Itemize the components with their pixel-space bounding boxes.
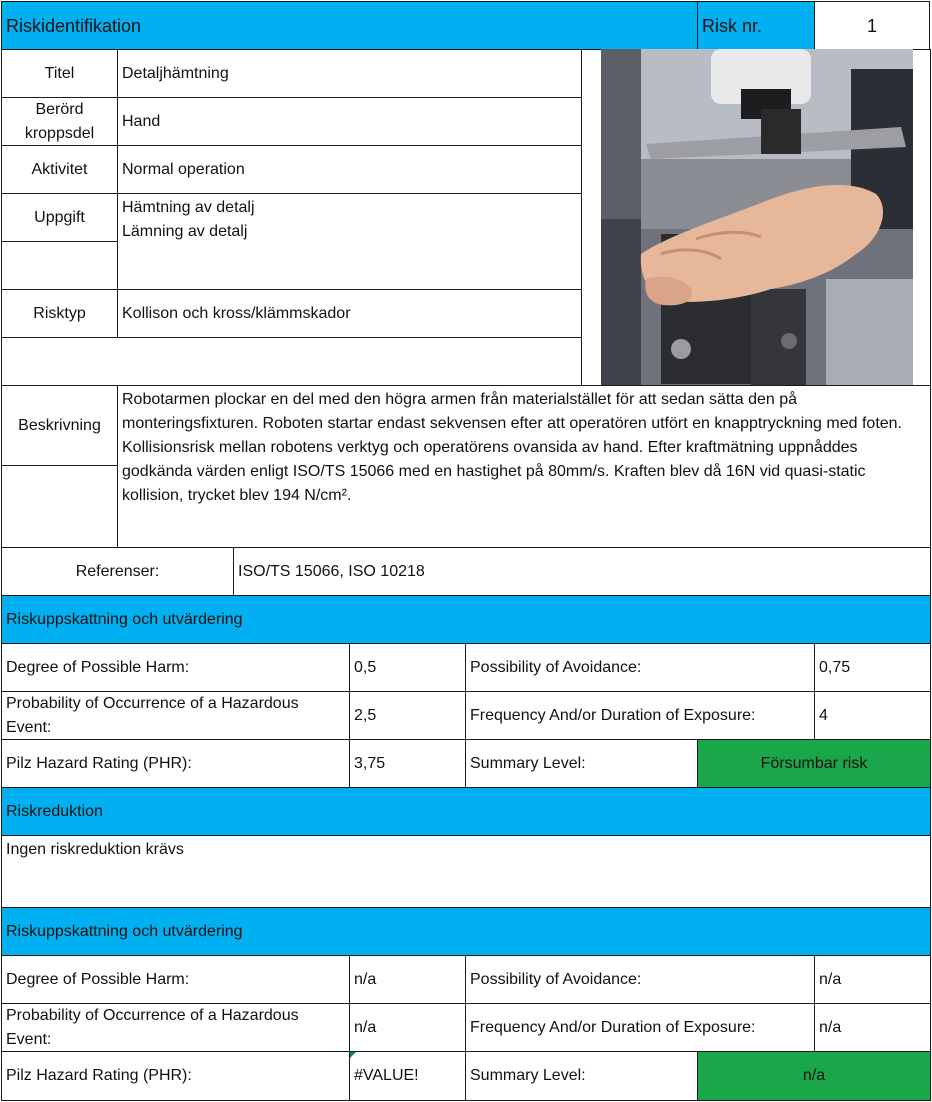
- aktivitet-value[interactable]: Normal operation: [117, 145, 582, 194]
- a1-fe-value[interactable]: 4: [814, 691, 931, 740]
- a1-fe-label: Frequency And/or Duration of Exposure:: [465, 691, 815, 740]
- a2-phr-label: Pilz Hazard Rating (PHR):: [1, 1051, 350, 1101]
- a1-po-value[interactable]: 2,5: [349, 691, 466, 740]
- kroppsdel-label: Berörd kroppsdel: [1, 97, 118, 146]
- riskreduktion-text[interactable]: Ingen riskreduktion krävs: [1, 835, 931, 908]
- kroppsdel-value[interactable]: Hand: [117, 97, 582, 146]
- a2-phr-value[interactable]: #VALUE!: [349, 1051, 466, 1101]
- a2-poa-value[interactable]: n/a: [814, 955, 931, 1004]
- titel-label: Titel: [1, 49, 118, 98]
- a2-fe-value[interactable]: n/a: [814, 1003, 931, 1052]
- referenser-value[interactable]: ISO/TS 15066, ISO 10218: [233, 547, 931, 596]
- error-indicator-icon: [350, 1052, 356, 1058]
- a1-summary-value[interactable]: Försumbar risk: [697, 739, 931, 788]
- a1-phr-label: Pilz Hazard Rating (PHR):: [1, 739, 350, 788]
- a1-summary-label: Summary Level:: [465, 739, 698, 788]
- titel-value[interactable]: Detaljhämtning: [117, 49, 582, 98]
- assessment2-section-title: Riskuppskattning och utvärdering: [1, 907, 931, 956]
- assessment1-section-title: Riskuppskattning och utvärdering: [1, 595, 931, 644]
- uppgift-label: Uppgift: [1, 193, 118, 242]
- a1-poa-value[interactable]: 0,75: [814, 643, 931, 692]
- risktyp-value[interactable]: Kollison och kross/klämmskador: [117, 289, 582, 338]
- photo-illustration-icon: [601, 49, 913, 385]
- referenser-label: Referenser:: [1, 547, 234, 596]
- robot-gripper-hand-photo: [601, 49, 913, 385]
- a2-dph-label: Degree of Possible Harm:: [1, 955, 350, 1004]
- a2-summary-value[interactable]: n/a: [697, 1051, 931, 1101]
- a2-fe-label: Frequency And/or Duration of Exposure:: [465, 1003, 815, 1052]
- risk-nr-label: Risk nr.: [697, 1, 815, 50]
- beskrivning-label-blank: [1, 465, 118, 548]
- riskreduktion-section-title: Riskreduktion: [1, 787, 931, 836]
- beskrivning-label: Beskrivning: [1, 385, 118, 466]
- a2-summary-label: Summary Level:: [465, 1051, 698, 1101]
- sheet-title: Riskidentifikation: [1, 1, 698, 50]
- a2-dph-value[interactable]: n/a: [349, 955, 466, 1004]
- risktyp-label: Risktyp: [1, 289, 118, 338]
- a1-dph-value[interactable]: 0,5: [349, 643, 466, 692]
- a1-poa-label: Possibility of Avoidance:: [465, 643, 815, 692]
- uppgift-label-blank: [1, 241, 118, 290]
- a2-po-value[interactable]: n/a: [349, 1003, 466, 1052]
- a2-po-label: Probability of Occurrence of a Hazardous Event:: [1, 1003, 350, 1052]
- beskrivning-text[interactable]: Robotarmen plockar en del med den högra armen från materialstället för att sedan sätta den på monteringsfixturen. Roboten startar endast sekvensen efter att operatören utfört en knapptryckning med foten. Kollisionsrisk mellan robotens verktyg och operatörens ovansida av hand. Efter kraftmätning uppnåddes godkända värden enligt ISO/TS 15066 med en hastighet på 80mm/s. Kraften blev då 16N vid quasi-static kollision, trycket blev 194 N/cm².: [117, 385, 931, 548]
- uppgift-value[interactable]: Hämtning av detalj Lämning av detalj: [117, 193, 582, 290]
- a1-po-label: Probability of Occurrence of a Hazardous Event:: [1, 691, 350, 740]
- blank-row: [1, 337, 582, 386]
- a1-phr-value[interactable]: 3,75: [349, 739, 466, 788]
- a2-poa-label: Possibility of Avoidance:: [465, 955, 815, 1004]
- risk-nr-value[interactable]: 1: [814, 1, 930, 50]
- a1-dph-label: Degree of Possible Harm:: [1, 643, 350, 692]
- aktivitet-label: Aktivitet: [1, 145, 118, 194]
